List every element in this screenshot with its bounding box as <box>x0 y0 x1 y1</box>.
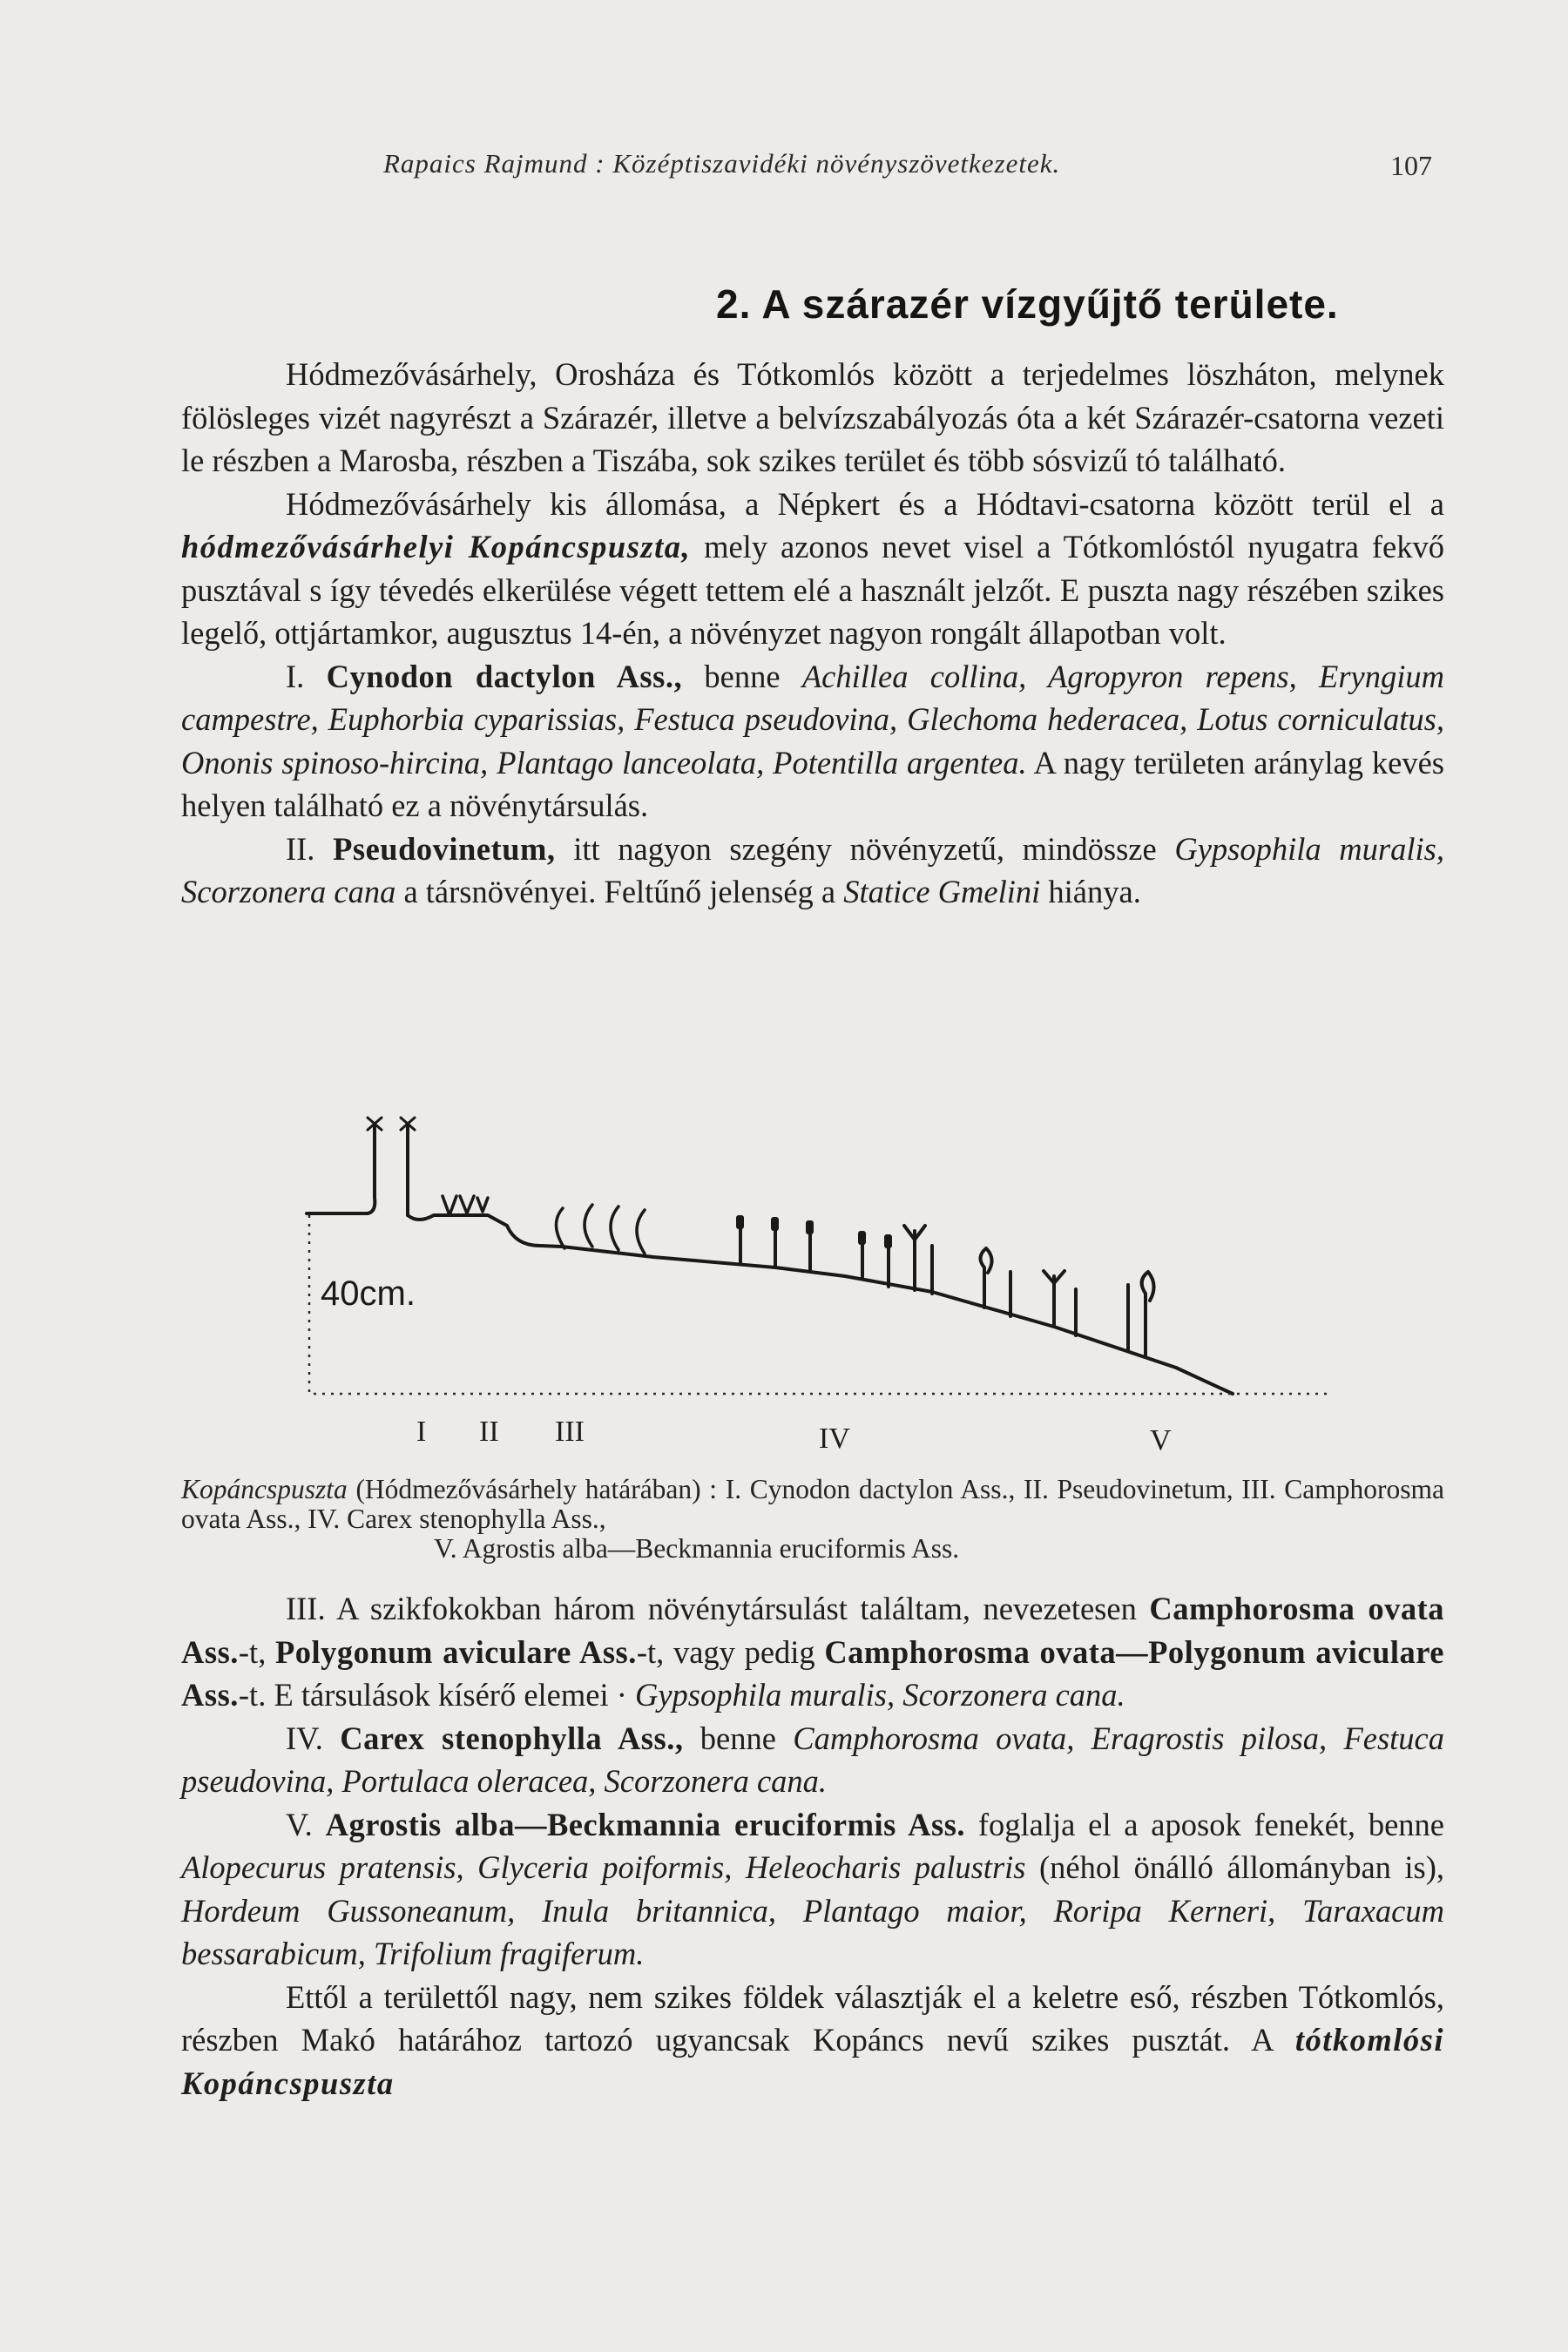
association-name: Agrostis alba—Beckmannia eruciformis Ass. <box>325 1806 966 1842</box>
numeral: III. <box>286 1591 326 1626</box>
text-run: benne <box>683 1720 794 1756</box>
zone-label-4: IV <box>819 1423 850 1455</box>
text-run: -t, <box>238 1633 275 1670</box>
association-name: Camphorosma ovata—Polygonum aviculare Ass. <box>181 1633 1444 1713</box>
paragraph-association-3 <box>181 1587 1444 1717</box>
caption-line-last: V. Agrostis alba—Beckmannia eruciformis Ass. <box>434 1533 960 1564</box>
text-run: foglalja el a aposok fenekét, benne <box>965 1806 1445 1842</box>
reed-right <box>1128 1272 1154 1356</box>
sedge-stems <box>740 1222 889 1287</box>
text-run: -t. E társulások kísérő elemei · <box>238 1677 635 1713</box>
paragraph-association-5 <box>181 1803 1444 1976</box>
figure-caption <box>181 1475 1444 1564</box>
text-run: A szikfokokban három növénytársulást találtam, nevezetesen <box>325 1591 1150 1626</box>
paragraph-association-2 <box>181 828 1444 914</box>
association-name: Camphorosma ovata Ass. <box>181 1591 1445 1670</box>
numeral: V. <box>286 1806 313 1842</box>
association-name: Cynodon dactylon Ass., <box>326 658 683 694</box>
species-list: Gypsophila muralis, Scorzonera cana. <box>635 1677 1125 1713</box>
zone-label-5: V <box>1150 1424 1172 1456</box>
species-name: Statice Gmelini <box>843 874 1041 909</box>
association-name: Polygonum aviculare Ass. <box>274 1633 637 1670</box>
zone-label-2: II <box>479 1416 499 1448</box>
plant-stem-left <box>307 1124 375 1213</box>
text-run: benne <box>682 658 802 694</box>
numeral: I. <box>286 658 305 694</box>
paragraph-association-1 <box>181 655 1444 828</box>
paragraph-intro: Hódmezővásárhely, Orosháza és Tótkomlós között a terjedelmes löszháton, melynek fölösleges vizét nagyrészt a Szárazér, illetve a belvízszabályozás óta a két Szárazér-csatorna vezeti le részben a Marosba, részben a Tiszába, sok szikes terület és több sósvizű tó található. <box>181 356 1444 478</box>
text-block-upper <box>181 353 1444 914</box>
grass-tufts <box>443 1196 488 1215</box>
caption-place: Kopáncspuszta <box>181 1474 348 1504</box>
text-run: A nagy területen aránylag kevés helyen található ez a növénytársulás. <box>181 744 1445 823</box>
caption-line <box>181 1475 1444 1534</box>
species-list: Alopecurus pratensis, Glyceria poiformis, Heleocharis palustris <box>181 1849 1026 1885</box>
zone-label-1: I <box>416 1416 427 1448</box>
species-list: Hordeum Gussoneanum, Inula britannica, Plantago maior, Roripa Kerneri, Taraxacum bessarabicum, Trifolium fragiferum. <box>181 1892 1444 1971</box>
text-run: mely azonos nevet visel a Tótkomlóstól nyugatra fekvő pusztával s így tévedés elkerülése végett tettem elé a használt jelzőt. E puszta nagy részében szikes legelő, ottjártamkor, augusztus 14-én, a növényzet nagyon rongált állapotban volt. <box>181 529 1444 651</box>
text-run: a társnövényei. Feltűnő jelenség a <box>395 874 844 909</box>
zone-label-3: III <box>555 1416 585 1448</box>
species-list: Gypsophila muralis, Scorzonera cana <box>181 830 1444 909</box>
association-name: Pseudovinetum, <box>333 830 556 867</box>
text-run: -t, vagy pedig <box>636 1633 825 1670</box>
text-run: Hódmezővásárhely kis állomása, a Népkert és a Hódtavi-csatorna között terül el a <box>286 485 1444 522</box>
running-head: Rapaics Rajmund : Középtiszavidéki növényszövetkezetek. <box>383 148 1061 179</box>
association-name: Carex stenophylla Ass., <box>340 1720 684 1756</box>
ground-profile <box>408 1215 1233 1394</box>
place-name: tótkomlósi Kopáncspuszta <box>181 2022 1444 2101</box>
paragraph-association-4 <box>181 1717 1444 1803</box>
text-run: (néhol önálló állományban is), <box>1025 1849 1444 1885</box>
text-run: hiánya. <box>1040 874 1141 909</box>
place-name: hódmezővásárhelyi Kopáncspuszta, <box>181 529 692 564</box>
numeral: IV. <box>286 1720 323 1756</box>
sedge-tall <box>904 1226 932 1294</box>
text-run: Ettől a területtől nagy, nem szikes földek választják el a keletre eső, részben Tótkomlós, részben Makó határához tartozó ugyancsak Kopáncs nevű szikes pusztát. A <box>181 1978 1444 2058</box>
profile-figure <box>287 1093 1359 1459</box>
seed-heads <box>736 1215 892 1248</box>
text-block-lower <box>181 1587 1444 2105</box>
species-list: Achillea collina, Agropyron repens, Eryngium campestre, Euphorbia cyparissias, Festuca pseudovina, Glechoma hederacea, Lotus corniculatus, Ononis spinoso-hircina, Plantago lanceolata, Potentilla argentea. <box>181 658 1445 781</box>
paragraph-closing <box>181 1976 1444 2105</box>
text-run: itt nagyon szegény növényzetű, mindössze <box>555 830 1175 867</box>
caption-text: (Hódmezővásárhely határában) : I. Cynodon dactylon Ass., II. Pseudovinetum, III. Camphorosma ovata Ass., IV. Carex stenophylla Ass., <box>181 1474 1444 1534</box>
numeral: II. <box>286 830 315 867</box>
page-number: 107 <box>1390 150 1432 181</box>
scale-label: 40cm. <box>321 1274 416 1313</box>
profile-drawing <box>287 1093 1359 1459</box>
section-title: 2. A szárazér vízgyűjtő területe. <box>716 281 1339 327</box>
paragraph-location <box>181 483 1444 655</box>
species-list: Camphorosma ovata, Eragrostis pilosa, Festuca pseudovina, Portulaca oleracea, Scorzonera cana. <box>181 1720 1444 1799</box>
reed-pair <box>980 1248 1010 1316</box>
